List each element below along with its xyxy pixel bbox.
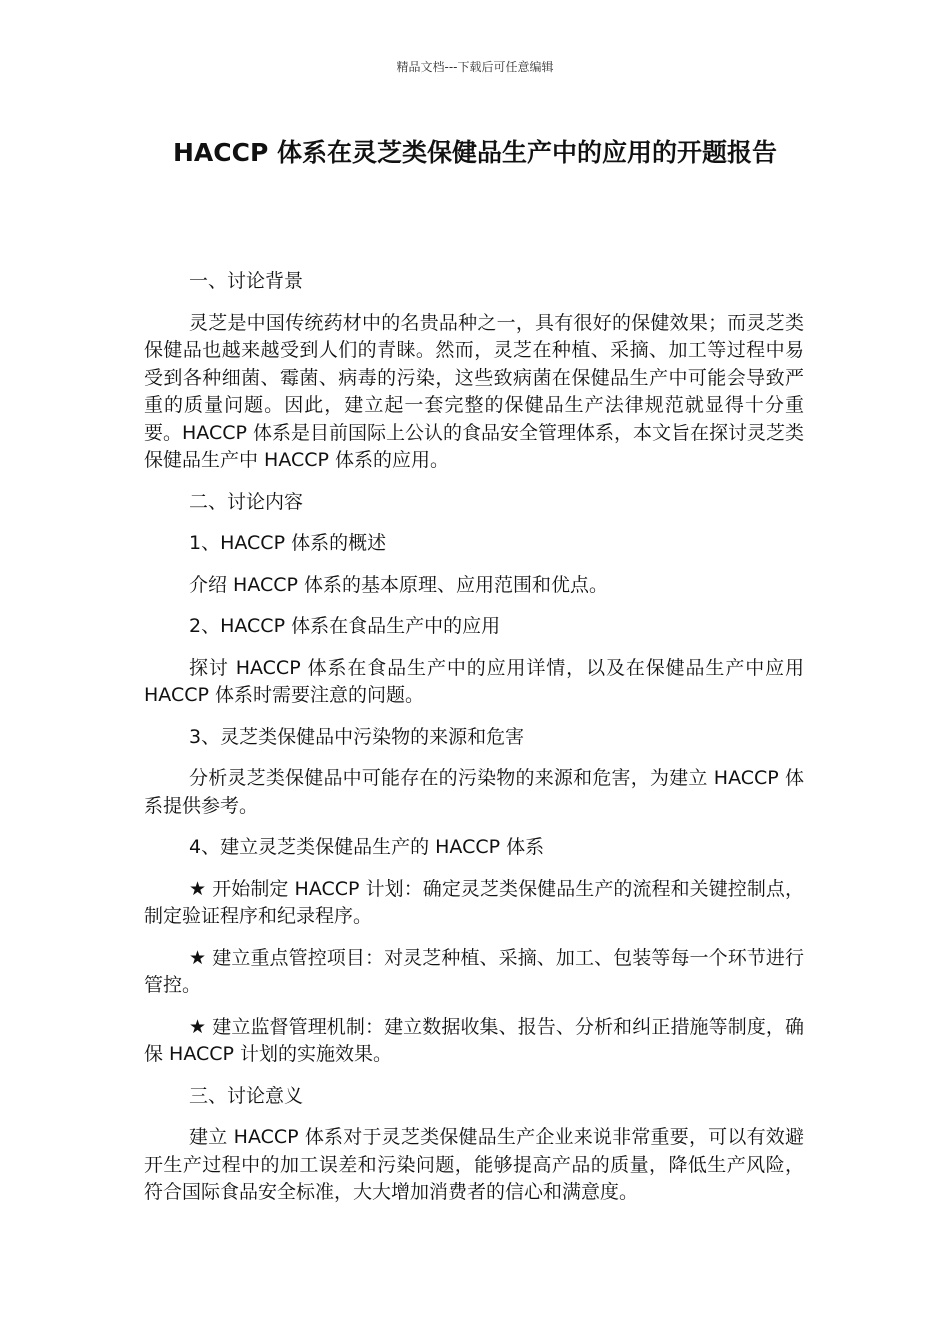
subheading-contaminants: 3、灵芝类保健品中污染物的来源和危害 xyxy=(189,725,525,748)
section-heading-background: 一、讨论背景 xyxy=(189,270,304,292)
bullet-supervision-mechanism: ★ 建立监督管理机制：建立数据收集、报告、分析和纠正措施等制度，确保 HACCP 计划的实施效果。 xyxy=(144,1015,804,1065)
section-heading-significance: 三、讨论意义 xyxy=(189,1084,304,1107)
paragraph-haccp-overview: 介绍 HACCP 体系的基本原理、应用范围和优点。 xyxy=(189,573,609,596)
subheading-build-haccp: 4、建立灵芝类保健品生产的 HACCP 体系 xyxy=(189,836,545,858)
paragraph-contaminants: 分析灵芝类保健品中可能存在的污染物的来源和危害，为建立 HACCP 体系提供参考。 xyxy=(144,767,804,817)
subheading-haccp-food-application: 2、HACCP 体系在食品生产中的应用 xyxy=(189,615,501,637)
paragraph-haccp-food-application: 探讨 HACCP 体系在食品生产中的应用详情，以及在保健品生产中应用 HACCP 体系时需要注意的问题。 xyxy=(144,656,804,706)
document-title: HACCP 体系在灵芝类保健品生产中的应用的开题报告 xyxy=(173,138,777,167)
header-note: 精品文档---下载后可任意编辑 xyxy=(396,60,554,74)
paragraph-background: 灵芝是中国传统药材中的名贵品种之一，具有很好的保健效果；而灵芝类保健品也越来越受到人们的青睐。然而，灵芝在种植、采摘、加工等过程中易受到各种细菌、霉菌、病毒的污染，这些致病菌在保健品生产中可能会导致严重的质量问题。因此，建立起一套完整的保健品生产法律规范就显得十分重要。HACCP 体系是目前国际上公认的食品安全管理体系，本文旨在探讨灵芝类保健品生产中 HACCP 体系的应用。 xyxy=(144,311,804,471)
paragraph-significance: 建立 HACCP 体系对于灵芝类保健品生产企业来说非常重要，可以有效避开生产过程中的加工误差和污染问题，能够提高产品的质量，降低生产风险，符合国际食品安全标准，大大增加消费者的信心和满意度。 xyxy=(144,1126,804,1203)
document-body xyxy=(144,268,804,1221)
bullet-haccp-plan: ★ 开始制定 HACCP 计划：确定灵芝类保健品生产的流程和关键控制点，制定验证程序和纪录程序。 xyxy=(144,877,804,927)
bullet-key-control-items: ★ 建立重点管控项目：对灵芝种植、采摘、加工、包装等每一个环节进行管控。 xyxy=(144,946,804,996)
subheading-haccp-overview: 1、HACCP 体系的概述 xyxy=(189,532,387,554)
section-heading-content: 二、讨论内容 xyxy=(189,490,304,513)
